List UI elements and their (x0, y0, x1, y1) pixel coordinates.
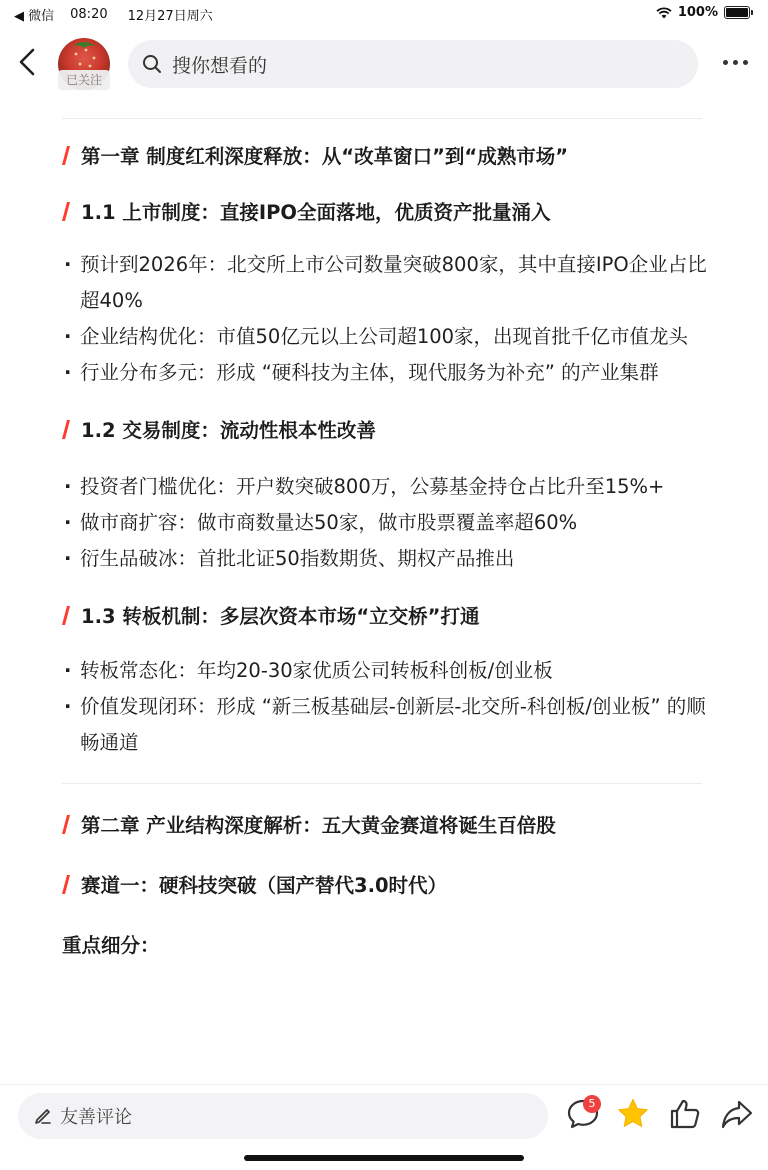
star-favorite-icon[interactable] (616, 1097, 650, 1131)
back-arrow-icon[interactable] (14, 46, 42, 78)
red-slash-mark-icon (62, 815, 70, 834)
track-1-heading: 赛道一：硬科技突破（国产替代3.0时代） (62, 870, 707, 898)
section-1-2-heading: 1.2 交易制度：流动性根本性改善 (62, 415, 707, 443)
list-item: · 行业分布多元：形成 “硬科技为主体，现代服务为补充” 的产业集群 (62, 355, 707, 391)
list-item: · 价值发现闭环：形成 “新三板基础层-创新层-北交所-科创板/创业板” 的顺畅通道 (62, 689, 707, 761)
search-placeholder[interactable]: 搜你想看的 (172, 54, 268, 77)
status-bar (0, 0, 768, 26)
top-divider (62, 118, 702, 119)
section-1-1-heading: 1.1 上市制度：直接IPO全面落地，优质资产批量涌入 (62, 197, 707, 225)
back-to-app-link[interactable]: ◀ 微信 (14, 9, 55, 24)
home-indicator[interactable] (244, 1155, 524, 1161)
thumbs-up-icon[interactable] (668, 1097, 702, 1131)
section-1-3-list (62, 653, 707, 761)
more-options-icon[interactable] (723, 60, 748, 65)
comment-placeholder[interactable]: 友善评论 (60, 1107, 132, 1128)
followed-badge[interactable]: 已关注 (58, 70, 110, 90)
red-slash-mark-icon (62, 146, 70, 165)
red-slash-mark-icon (62, 202, 70, 221)
status-date: 12月27日周六 (127, 9, 213, 24)
chapter-2-heading: 第二章 产业结构深度解析：五大黄金赛道将诞生百倍股 (62, 810, 707, 838)
red-slash-mark-icon (62, 875, 70, 894)
share-icon[interactable] (720, 1097, 754, 1131)
top-nav-bar (0, 36, 768, 92)
list-item: · 预计到2026年：北交所上市公司数量突破800家，其中直接IPO企业占比超40% (62, 247, 707, 319)
list-item: · 投资者门槛优化：开户数突破800万，公募基金持仓占比升至15%+ (62, 469, 707, 505)
red-slash-mark-icon (62, 420, 70, 439)
wifi-icon (656, 7, 672, 19)
battery-percent: 100% (677, 5, 718, 20)
focus-subheading: 重点细分： (62, 934, 160, 957)
search-bar[interactable] (128, 40, 698, 88)
list-item: · 衍生品破冰：首批北证50指数期货、期权产品推出 (62, 541, 707, 577)
section-1-2-list (62, 469, 707, 577)
comment-count-badge: 5 (583, 1095, 601, 1113)
pen-icon (34, 1107, 52, 1125)
search-icon (142, 54, 162, 74)
list-item: · 做市商扩容：做市商数量达50家，做市股票覆盖率超60% (62, 505, 707, 541)
chapter-1-heading: 第一章 制度红利深度释放：从“改革窗口”到“成熟市场” (62, 141, 707, 169)
red-slash-mark-icon (62, 606, 70, 625)
list-item: · 企业结构优化：市值50亿元以上公司超100家，出现首批千亿市值龙头 (62, 319, 707, 355)
chapter-divider (62, 783, 702, 784)
comment-input[interactable] (18, 1093, 548, 1139)
battery-icon (724, 6, 750, 19)
section-1-3-heading: 1.3 转板机制：多层次资本市场“立交桥”打通 (62, 601, 707, 629)
article-body (62, 118, 707, 958)
status-time: 08:20 (70, 7, 108, 22)
section-1-1-list (62, 247, 707, 391)
list-item: · 转板常态化：年均20-30家优质公司转板科创板/创业板 (62, 653, 707, 689)
